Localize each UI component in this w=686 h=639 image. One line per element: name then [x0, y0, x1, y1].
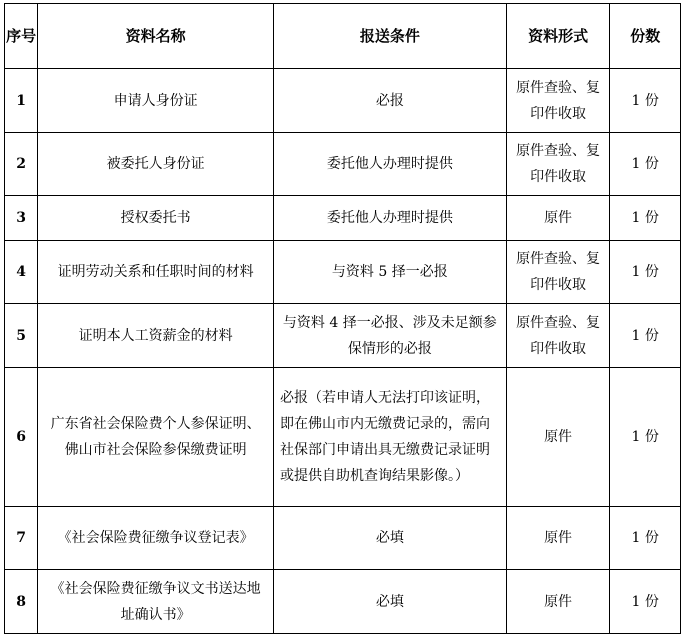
row-no: 3 [5, 196, 38, 241]
row-count: 1 份 [610, 570, 681, 634]
row-condition: 必填 [273, 507, 506, 570]
row-condition: 必报 [273, 69, 506, 133]
materials-table [4, 3, 681, 634]
row-count: 1 份 [610, 241, 681, 304]
row-name: 《社会保险费征缴争议文书送达地址确认书》 [38, 570, 274, 634]
row-name: 广东省社会保险费个人参保证明、佛山市社会保险参保缴费证明 [38, 368, 274, 507]
row-form: 原件查验、复印件收取 [506, 241, 610, 304]
table-row [5, 570, 681, 634]
row-name: 被委托人身份证 [38, 133, 274, 196]
row-form: 原件查验、复印件收取 [506, 69, 610, 133]
row-condition: 必报（若申请人无法打印该证明，即在佛山市内无缴费记录的，需向社保部门申请出具无缴费记录证明或提供自助机查询结果影像。） [273, 368, 506, 507]
row-count: 1 份 [610, 133, 681, 196]
row-name: 证明劳动关系和任职时间的材料 [38, 241, 274, 304]
header-row [5, 4, 681, 69]
row-no: 2 [5, 133, 38, 196]
row-no: 6 [5, 368, 38, 507]
table-row [5, 507, 681, 570]
row-name: 《社会保险费征缴争议登记表》 [38, 507, 274, 570]
row-count: 1 份 [610, 196, 681, 241]
table-row [5, 304, 681, 368]
row-no: 1 [5, 69, 38, 133]
row-count: 1 份 [610, 507, 681, 570]
row-name: 申请人身份证 [38, 69, 274, 133]
row-form: 原件查验、复印件收取 [506, 304, 610, 368]
row-no: 7 [5, 507, 38, 570]
header-count: 份数 [610, 4, 681, 69]
row-form: 原件 [506, 196, 610, 241]
row-no: 4 [5, 241, 38, 304]
row-form: 原件 [506, 368, 610, 507]
row-condition: 必填 [273, 570, 506, 634]
row-form: 原件 [506, 570, 610, 634]
header-form: 资料形式 [506, 4, 610, 69]
row-no: 8 [5, 570, 38, 634]
row-condition: 委托他人办理时提供 [273, 133, 506, 196]
row-count: 1 份 [610, 304, 681, 368]
row-condition: 委托他人办理时提供 [273, 196, 506, 241]
row-condition: 与资料 5 择一必报 [273, 241, 506, 304]
row-name: 授权委托书 [38, 196, 274, 241]
row-form: 原件 [506, 507, 610, 570]
row-count: 1 份 [610, 69, 681, 133]
table-row [5, 196, 681, 241]
table-row [5, 133, 681, 196]
header-condition: 报送条件 [273, 4, 506, 69]
row-condition: 与资料 4 择一必报、涉及未足额参保情形的必报 [273, 304, 506, 368]
table-row [5, 368, 681, 507]
row-count: 1 份 [610, 368, 681, 507]
header-no: 序号 [5, 4, 38, 69]
row-no: 5 [5, 304, 38, 368]
row-form: 原件查验、复印件收取 [506, 133, 610, 196]
table-row [5, 69, 681, 133]
header-name: 资料名称 [38, 4, 274, 69]
row-name: 证明本人工资薪金的材料 [38, 304, 274, 368]
table-row [5, 241, 681, 304]
